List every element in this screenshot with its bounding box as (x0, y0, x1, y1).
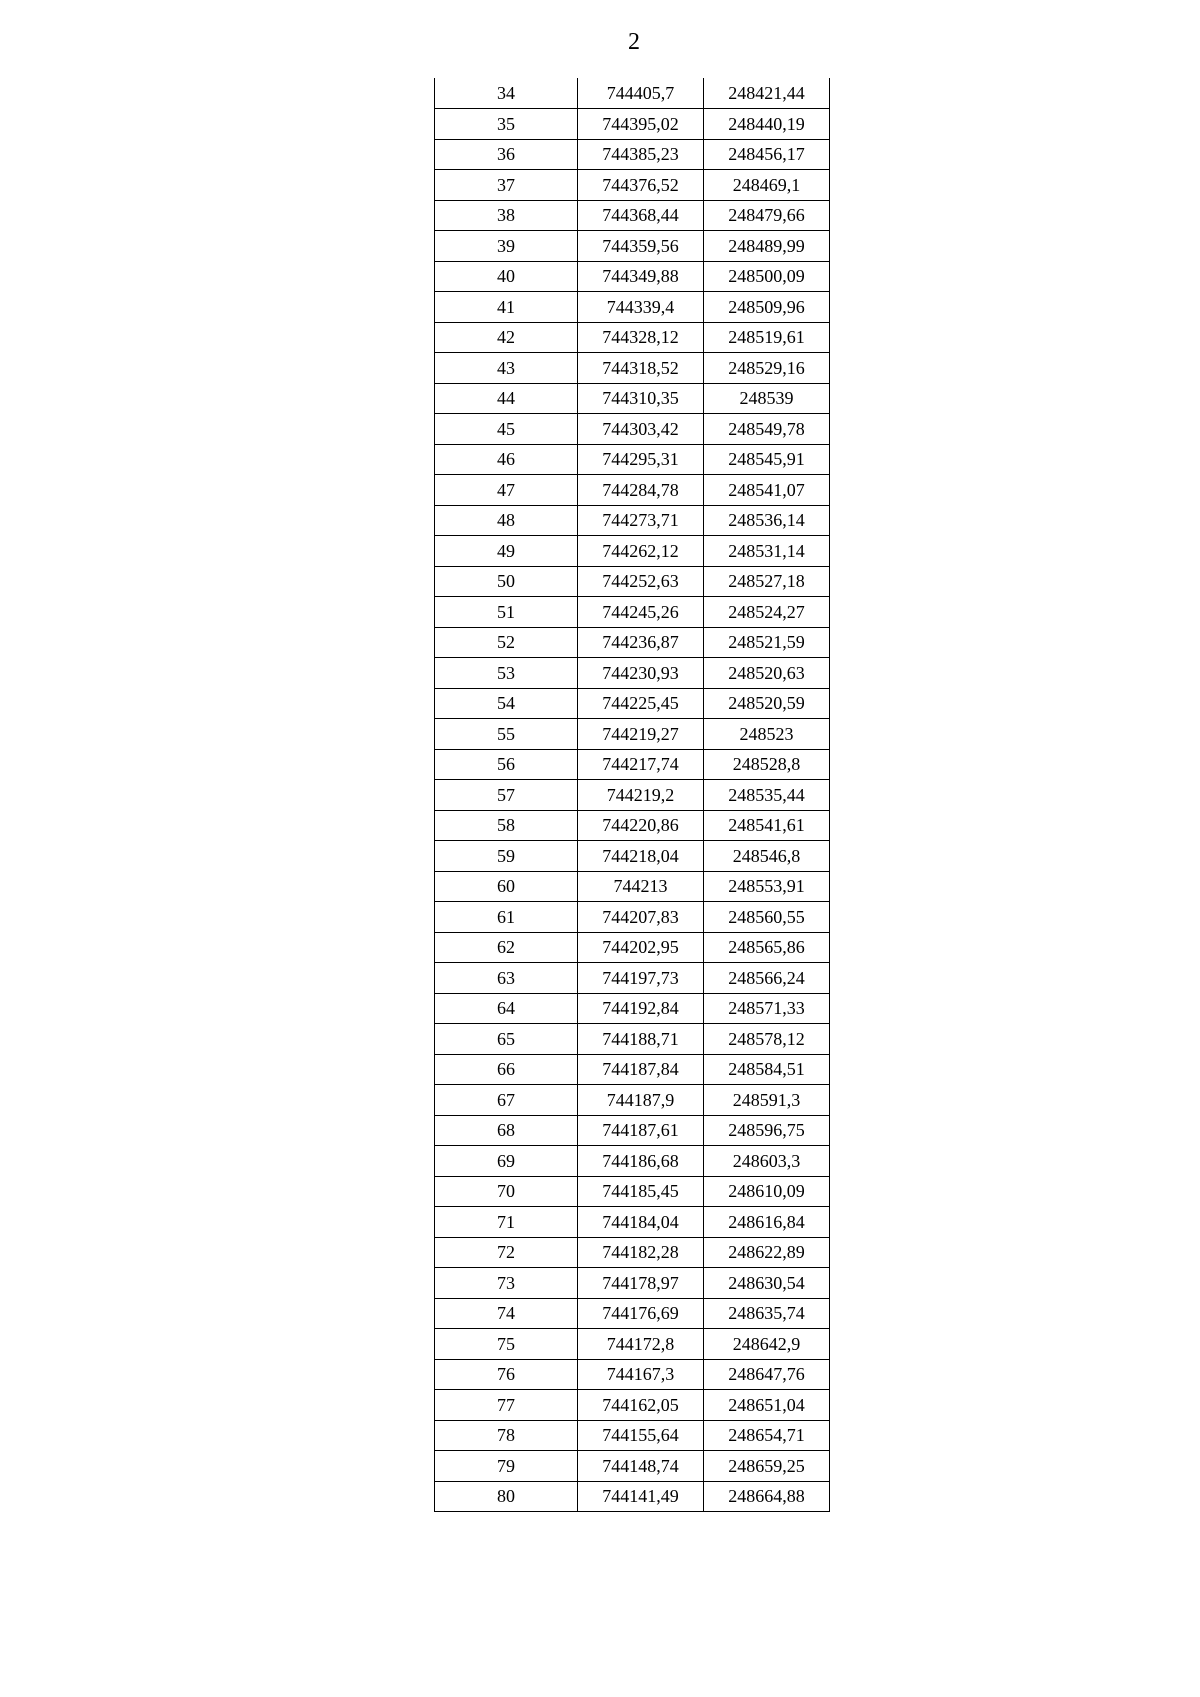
y-coordinate-cell: 248571,33 (704, 993, 830, 1024)
x-coordinate-cell: 744182,28 (578, 1237, 704, 1268)
x-coordinate-cell: 744188,71 (578, 1024, 704, 1055)
x-coordinate-cell: 744187,61 (578, 1115, 704, 1146)
table-row (435, 1237, 830, 1268)
table-row (435, 78, 830, 109)
point-number-cell: 80 (435, 1481, 578, 1512)
table-row (435, 1329, 830, 1360)
x-coordinate-cell: 744236,87 (578, 627, 704, 658)
x-coordinate-cell: 744405,7 (578, 78, 704, 109)
point-number-cell: 65 (435, 1024, 578, 1055)
y-coordinate-cell: 248421,44 (704, 78, 830, 109)
point-number-cell: 46 (435, 444, 578, 475)
table-row (435, 231, 830, 262)
table-row (435, 1390, 830, 1421)
x-coordinate-cell: 744213 (578, 871, 704, 902)
x-coordinate-cell: 744155,64 (578, 1420, 704, 1451)
table-row (435, 780, 830, 811)
table-row (435, 1298, 830, 1329)
point-number-cell: 45 (435, 414, 578, 445)
point-number-cell: 70 (435, 1176, 578, 1207)
table-row (435, 444, 830, 475)
table-row (435, 1420, 830, 1451)
y-coordinate-cell: 248528,8 (704, 749, 830, 780)
y-coordinate-cell: 248560,55 (704, 902, 830, 933)
point-number-cell: 76 (435, 1359, 578, 1390)
y-coordinate-cell: 248591,3 (704, 1085, 830, 1116)
table-row (435, 963, 830, 994)
y-coordinate-cell: 248630,54 (704, 1268, 830, 1299)
x-coordinate-cell: 744172,8 (578, 1329, 704, 1360)
y-coordinate-cell: 248545,91 (704, 444, 830, 475)
x-coordinate-cell: 744349,88 (578, 261, 704, 292)
point-number-cell: 73 (435, 1268, 578, 1299)
table-row (435, 658, 830, 689)
x-coordinate-cell: 744187,9 (578, 1085, 704, 1116)
table-row (435, 139, 830, 170)
y-coordinate-cell: 248642,9 (704, 1329, 830, 1360)
x-coordinate-cell: 744252,63 (578, 566, 704, 597)
x-coordinate-cell: 744385,23 (578, 139, 704, 170)
table-row (435, 749, 830, 780)
y-coordinate-cell: 248519,61 (704, 322, 830, 353)
table-row (435, 1481, 830, 1512)
point-number-cell: 54 (435, 688, 578, 719)
x-coordinate-cell: 744230,93 (578, 658, 704, 689)
point-number-cell: 53 (435, 658, 578, 689)
x-coordinate-cell: 744395,02 (578, 109, 704, 140)
point-number-cell: 44 (435, 383, 578, 414)
point-number-cell: 78 (435, 1420, 578, 1451)
point-number-cell: 43 (435, 353, 578, 384)
table-row (435, 1146, 830, 1177)
y-coordinate-cell: 248596,75 (704, 1115, 830, 1146)
x-coordinate-cell: 744176,69 (578, 1298, 704, 1329)
point-number-cell: 59 (435, 841, 578, 872)
point-number-cell: 49 (435, 536, 578, 567)
table-row (435, 993, 830, 1024)
y-coordinate-cell: 248500,09 (704, 261, 830, 292)
point-number-cell: 62 (435, 932, 578, 963)
table-row (435, 1176, 830, 1207)
table-row (435, 1115, 830, 1146)
coordinates-table (434, 78, 830, 1512)
table-row (435, 170, 830, 201)
point-number-cell: 68 (435, 1115, 578, 1146)
point-number-cell: 55 (435, 719, 578, 750)
table-row (435, 109, 830, 140)
point-number-cell: 79 (435, 1451, 578, 1482)
point-number-cell: 48 (435, 505, 578, 536)
y-coordinate-cell: 248531,14 (704, 536, 830, 567)
table-row (435, 505, 830, 536)
table-row (435, 597, 830, 628)
y-coordinate-cell: 248651,04 (704, 1390, 830, 1421)
y-coordinate-cell: 248541,61 (704, 810, 830, 841)
point-number-cell: 75 (435, 1329, 578, 1360)
x-coordinate-cell: 744207,83 (578, 902, 704, 933)
y-coordinate-cell: 248536,14 (704, 505, 830, 536)
y-coordinate-cell: 248469,1 (704, 170, 830, 201)
table-row (435, 871, 830, 902)
table-row (435, 536, 830, 567)
x-coordinate-cell: 744245,26 (578, 597, 704, 628)
point-number-cell: 42 (435, 322, 578, 353)
y-coordinate-cell: 248527,18 (704, 566, 830, 597)
table-row (435, 322, 830, 353)
x-coordinate-cell: 744167,3 (578, 1359, 704, 1390)
x-coordinate-cell: 744202,95 (578, 932, 704, 963)
x-coordinate-cell: 744217,74 (578, 749, 704, 780)
y-coordinate-cell: 248520,59 (704, 688, 830, 719)
page-number: 2 (628, 29, 640, 55)
y-coordinate-cell: 248524,27 (704, 597, 830, 628)
x-coordinate-cell: 744187,84 (578, 1054, 704, 1085)
table-row (435, 932, 830, 963)
x-coordinate-cell: 744185,45 (578, 1176, 704, 1207)
point-number-cell: 67 (435, 1085, 578, 1116)
point-number-cell: 38 (435, 200, 578, 231)
point-number-cell: 58 (435, 810, 578, 841)
x-coordinate-cell: 744328,12 (578, 322, 704, 353)
y-coordinate-cell: 248622,89 (704, 1237, 830, 1268)
y-coordinate-cell: 248566,24 (704, 963, 830, 994)
point-number-cell: 61 (435, 902, 578, 933)
point-number-cell: 57 (435, 780, 578, 811)
point-number-cell: 56 (435, 749, 578, 780)
table-row (435, 841, 830, 872)
point-number-cell: 51 (435, 597, 578, 628)
y-coordinate-cell: 248523 (704, 719, 830, 750)
point-number-cell: 71 (435, 1207, 578, 1238)
x-coordinate-cell: 744376,52 (578, 170, 704, 201)
x-coordinate-cell: 744318,52 (578, 353, 704, 384)
y-coordinate-cell: 248541,07 (704, 475, 830, 506)
y-coordinate-cell: 248529,16 (704, 353, 830, 384)
x-coordinate-cell: 744218,04 (578, 841, 704, 872)
y-coordinate-cell: 248456,17 (704, 139, 830, 170)
table-row (435, 902, 830, 933)
y-coordinate-cell: 248584,51 (704, 1054, 830, 1085)
point-number-cell: 60 (435, 871, 578, 902)
point-number-cell: 66 (435, 1054, 578, 1085)
point-number-cell: 77 (435, 1390, 578, 1421)
point-number-cell: 74 (435, 1298, 578, 1329)
table-row (435, 1268, 830, 1299)
y-coordinate-cell: 248664,88 (704, 1481, 830, 1512)
x-coordinate-cell: 744186,68 (578, 1146, 704, 1177)
y-coordinate-cell: 248654,71 (704, 1420, 830, 1451)
x-coordinate-cell: 744148,74 (578, 1451, 704, 1482)
y-coordinate-cell: 248578,12 (704, 1024, 830, 1055)
y-coordinate-cell: 248565,86 (704, 932, 830, 963)
y-coordinate-cell: 248647,76 (704, 1359, 830, 1390)
point-number-cell: 64 (435, 993, 578, 1024)
x-coordinate-cell: 744295,31 (578, 444, 704, 475)
y-coordinate-cell: 248520,63 (704, 658, 830, 689)
table-row (435, 566, 830, 597)
x-coordinate-cell: 744368,44 (578, 200, 704, 231)
coordinates-table-body (435, 78, 830, 1512)
table-row (435, 1024, 830, 1055)
y-coordinate-cell: 248509,96 (704, 292, 830, 323)
point-number-cell: 69 (435, 1146, 578, 1177)
point-number-cell: 34 (435, 78, 578, 109)
point-number-cell: 36 (435, 139, 578, 170)
y-coordinate-cell: 248535,44 (704, 780, 830, 811)
x-coordinate-cell: 744225,45 (578, 688, 704, 719)
table-row (435, 414, 830, 445)
point-number-cell: 47 (435, 475, 578, 506)
table-row (435, 475, 830, 506)
y-coordinate-cell: 248479,66 (704, 200, 830, 231)
table-row (435, 688, 830, 719)
x-coordinate-cell: 744310,35 (578, 383, 704, 414)
point-number-cell: 63 (435, 963, 578, 994)
x-coordinate-cell: 744219,2 (578, 780, 704, 811)
x-coordinate-cell: 744141,49 (578, 1481, 704, 1512)
x-coordinate-cell: 744192,84 (578, 993, 704, 1024)
x-coordinate-cell: 744219,27 (578, 719, 704, 750)
y-coordinate-cell: 248610,09 (704, 1176, 830, 1207)
table-row (435, 261, 830, 292)
y-coordinate-cell: 248521,59 (704, 627, 830, 658)
x-coordinate-cell: 744162,05 (578, 1390, 704, 1421)
x-coordinate-cell: 744303,42 (578, 414, 704, 445)
table-row (435, 1451, 830, 1482)
y-coordinate-cell: 248549,78 (704, 414, 830, 445)
x-coordinate-cell: 744359,56 (578, 231, 704, 262)
table-row (435, 719, 830, 750)
table-row (435, 1085, 830, 1116)
x-coordinate-cell: 744262,12 (578, 536, 704, 567)
x-coordinate-cell: 744197,73 (578, 963, 704, 994)
x-coordinate-cell: 744339,4 (578, 292, 704, 323)
point-number-cell: 50 (435, 566, 578, 597)
x-coordinate-cell: 744273,71 (578, 505, 704, 536)
point-number-cell: 40 (435, 261, 578, 292)
table-row (435, 383, 830, 414)
y-coordinate-cell: 248546,8 (704, 841, 830, 872)
y-coordinate-cell: 248489,99 (704, 231, 830, 262)
table-row (435, 1054, 830, 1085)
point-number-cell: 52 (435, 627, 578, 658)
y-coordinate-cell: 248616,84 (704, 1207, 830, 1238)
y-coordinate-cell: 248440,19 (704, 109, 830, 140)
point-number-cell: 41 (435, 292, 578, 323)
y-coordinate-cell: 248635,74 (704, 1298, 830, 1329)
table-row (435, 200, 830, 231)
y-coordinate-cell: 248659,25 (704, 1451, 830, 1482)
table-row (435, 627, 830, 658)
x-coordinate-cell: 744220,86 (578, 810, 704, 841)
x-coordinate-cell: 744178,97 (578, 1268, 704, 1299)
x-coordinate-cell: 744184,04 (578, 1207, 704, 1238)
table-row (435, 353, 830, 384)
y-coordinate-cell: 248553,91 (704, 871, 830, 902)
table-row (435, 1207, 830, 1238)
y-coordinate-cell: 248603,3 (704, 1146, 830, 1177)
point-number-cell: 39 (435, 231, 578, 262)
table-row (435, 1359, 830, 1390)
y-coordinate-cell: 248539 (704, 383, 830, 414)
point-number-cell: 37 (435, 170, 578, 201)
point-number-cell: 35 (435, 109, 578, 140)
table-row (435, 292, 830, 323)
point-number-cell: 72 (435, 1237, 578, 1268)
table-row (435, 810, 830, 841)
x-coordinate-cell: 744284,78 (578, 475, 704, 506)
